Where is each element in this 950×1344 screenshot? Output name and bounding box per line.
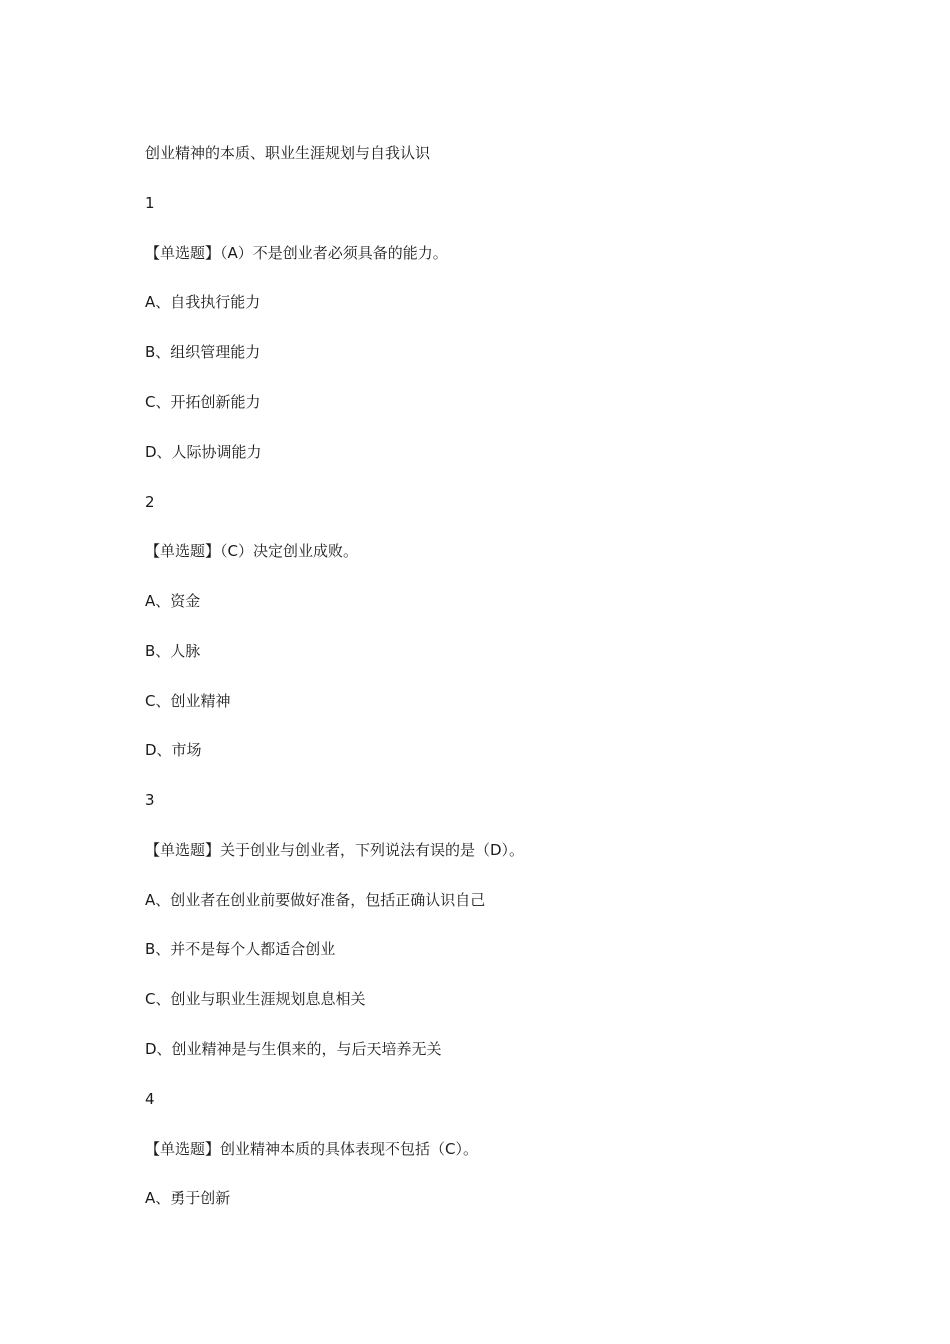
option-a: A、自我执行能力: [145, 293, 261, 311]
option-a: A、勇于创新: [145, 1189, 231, 1207]
option-d: D、市场: [145, 741, 202, 759]
option-c: C、创业与职业生涯规划息息相关: [145, 990, 366, 1008]
question-stem: 【单选题】（C）决定创业成败。: [145, 542, 358, 560]
question-number: 2: [145, 493, 155, 511]
option-a: A、创业者在创业前要做好准备，包括正确认识自己: [145, 891, 486, 909]
document-title: 创业精神的本质、职业生涯规划与自我认识: [145, 144, 431, 162]
question-stem: 【单选题】（A）不是创业者必须具备的能力。: [145, 244, 448, 262]
question-stem: 【单选题】关于创业与创业者，下列说法有误的是（D）。: [145, 841, 525, 859]
question-stem: 【单选题】创业精神本质的具体表现不包括（C）。: [145, 1140, 478, 1158]
question-number: 4: [145, 1090, 155, 1108]
option-d: D、创业精神是与生俱来的，与后天培养无关: [145, 1040, 442, 1058]
option-d: D、人际协调能力: [145, 443, 262, 461]
option-b: B、人脉: [145, 642, 201, 660]
question-number: 3: [145, 791, 155, 809]
option-b: B、组织管理能力: [145, 343, 261, 361]
option-b: B、并不是每个人都适合创业: [145, 940, 336, 958]
question-number: 1: [145, 194, 155, 212]
option-a: A、资金: [145, 592, 201, 610]
option-c: C、开拓创新能力: [145, 393, 261, 411]
option-c: C、创业精神: [145, 692, 231, 710]
